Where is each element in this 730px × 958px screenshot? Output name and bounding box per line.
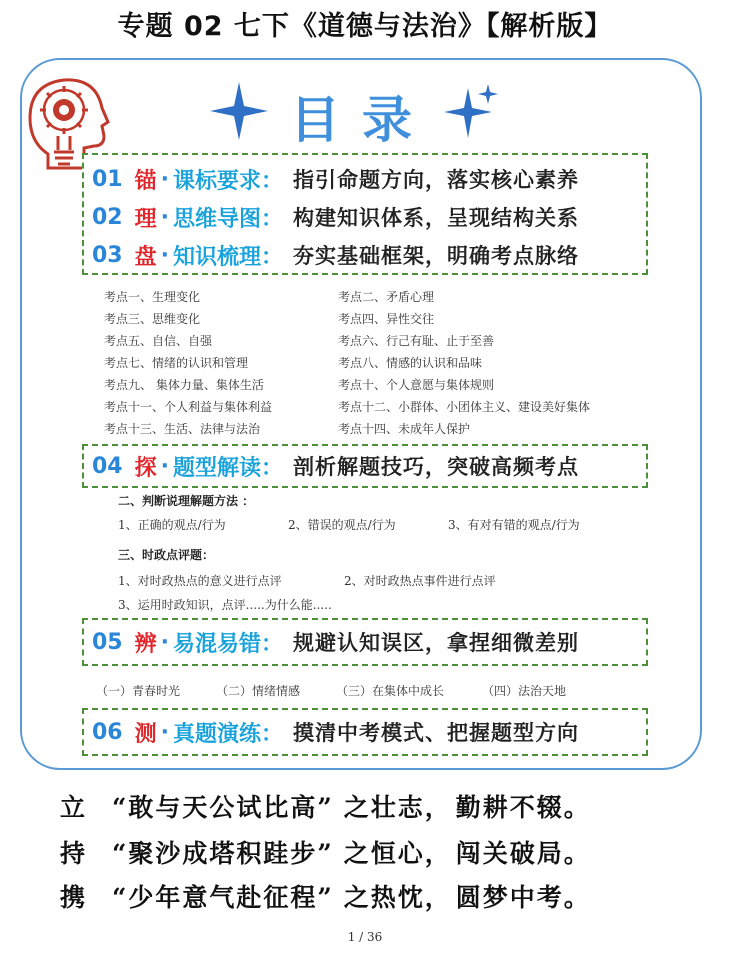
page-number: 1 / 36	[347, 930, 383, 944]
section-box-4	[82, 444, 648, 488]
motto-end: 闯关破局。	[455, 839, 591, 868]
motto-line	[60, 878, 591, 914]
motto-mid: 之热忱，	[343, 883, 452, 912]
section-label: 易混易错	[173, 631, 262, 657]
unit-item[interactable]: （三）在集体中成长	[336, 684, 445, 698]
knowledge-point[interactable]: 考点十四、未成年人保护	[338, 422, 471, 436]
question-type-item[interactable]: 2、对时政热点事件进行点评	[344, 574, 496, 588]
section-dot: ·	[160, 453, 169, 479]
question-type-item[interactable]: 3、运用时政知识，点评.....为什么能.....	[118, 598, 332, 612]
section-colon: ：	[261, 168, 284, 194]
page-title: 专题 02 七下《道德与法治》【解析版】	[117, 11, 613, 42]
section-box-6	[82, 708, 648, 756]
section-box-1	[82, 153, 648, 275]
section-desc: 规避认知误区，拿捏细微差别	[293, 630, 580, 655]
motto-line	[60, 788, 591, 824]
sparkle-star-icon	[440, 84, 502, 146]
knowledge-point[interactable]: 考点六、行己有耻、止于至善	[338, 334, 495, 348]
section-label: 真题演练	[173, 721, 262, 747]
section-dot: ·	[160, 719, 169, 745]
section-label: 题型解读	[173, 455, 262, 481]
section-dot: ·	[160, 629, 169, 655]
section-desc: 构建知识体系，呈现结构关系	[293, 205, 580, 230]
knowledge-point[interactable]: 考点四、异性交往	[338, 312, 435, 326]
question-type-item[interactable]: 1、正确的观点/行为	[118, 518, 226, 532]
question-type-item[interactable]: 1、对时政热点的意义进行点评	[118, 574, 282, 588]
section-dot: ·	[160, 166, 169, 192]
section-number: 01	[92, 166, 123, 192]
unit-item[interactable]: （四）法治天地	[482, 684, 567, 698]
section-number: 05	[92, 629, 123, 655]
section-label: 知识梳理	[173, 244, 262, 270]
unit-item[interactable]: （二）情绪情感	[216, 684, 301, 698]
knowledge-point[interactable]: 考点十三、生活、法律与法治	[104, 422, 261, 436]
section-desc: 夯实基础框架，明确考点脉络	[293, 243, 580, 268]
section-keyword: 辨	[134, 631, 157, 657]
section-number: 02	[92, 204, 123, 230]
motto-verb: 持	[60, 839, 88, 868]
section-colon: ：	[261, 455, 284, 481]
motto-quote: “敢与天公试比高”	[112, 793, 334, 822]
section-02[interactable]	[92, 199, 579, 235]
knowledge-point[interactable]: 考点一、生理变化	[104, 290, 201, 304]
section-05[interactable]	[92, 624, 579, 660]
unit-item[interactable]: （一）青春时光	[96, 684, 181, 698]
knowledge-point[interactable]: 考点二、矛盾心理	[338, 290, 435, 304]
section-keyword: 理	[134, 206, 157, 232]
section-box-5	[82, 618, 648, 666]
section-colon: ：	[261, 244, 284, 270]
motto-quote: “聚沙成塔积跬步”	[112, 839, 334, 868]
question-type-heading: 二、判断说理解题方法 ：	[118, 494, 255, 508]
section-keyword: 锚	[134, 168, 157, 194]
section-keyword: 探	[134, 455, 157, 481]
question-type-heading: 三、时政点评题：	[118, 548, 215, 562]
section-colon: ：	[261, 721, 284, 747]
motto-mid: 之壮志，	[343, 793, 452, 822]
section-label: 课标要求	[173, 168, 262, 194]
section-number: 03	[92, 242, 123, 268]
motto-end: 勤耕不辍。	[455, 793, 591, 822]
section-number: 04	[92, 453, 123, 479]
motto-end: 圆梦中考。	[455, 883, 591, 912]
motto-mid: 之恒心，	[343, 839, 452, 868]
knowledge-point[interactable]: 考点五、自信、自强	[104, 334, 213, 348]
knowledge-point[interactable]: 考点十、个人意愿与集体规则	[338, 378, 495, 392]
section-03[interactable]	[92, 237, 579, 273]
section-dot: ·	[160, 204, 169, 230]
knowledge-point[interactable]: 考点八、情感的认识和品味	[338, 356, 483, 370]
question-type-item[interactable]: 3、有对有错的观点/行为	[448, 518, 580, 532]
motto-verb: 立	[60, 793, 88, 822]
knowledge-point[interactable]: 考点三、思维变化	[104, 312, 201, 326]
section-colon: ：	[261, 631, 284, 657]
motto-verb: 携	[60, 883, 88, 912]
section-desc: 指引命题方向，落实核心素养	[293, 167, 580, 192]
section-06[interactable]	[92, 714, 579, 750]
section-number: 06	[92, 719, 123, 745]
toc-title: 目录	[290, 91, 434, 149]
section-desc: 摸清中考模式、把握题型方向	[293, 720, 580, 745]
section-04[interactable]	[92, 448, 579, 484]
knowledge-point[interactable]: 考点九、 集体力量、集体生活	[104, 378, 264, 392]
sparkle-star-icon	[210, 82, 268, 140]
knowledge-point[interactable]: 考点七、情绪的认识和管理	[104, 356, 249, 370]
section-label: 思维导图	[173, 206, 262, 232]
motto-quote: “少年意气赴征程”	[112, 883, 334, 912]
section-01[interactable]	[92, 161, 579, 197]
section-desc: 剖析解题技巧，突破高频考点	[293, 454, 580, 479]
knowledge-point[interactable]: 考点十一、个人利益与集体利益	[104, 400, 273, 414]
question-type-item[interactable]: 2、错误的观点/行为	[288, 518, 396, 532]
knowledge-point[interactable]: 考点十二、小群体、小团体主义、建设美好集体	[338, 400, 591, 414]
toc-header	[0, 74, 730, 149]
section-colon: ：	[261, 206, 284, 232]
section-keyword: 测	[134, 721, 157, 747]
motto-line	[60, 834, 591, 870]
section-keyword: 盘	[134, 244, 157, 270]
section-dot: ·	[160, 242, 169, 268]
